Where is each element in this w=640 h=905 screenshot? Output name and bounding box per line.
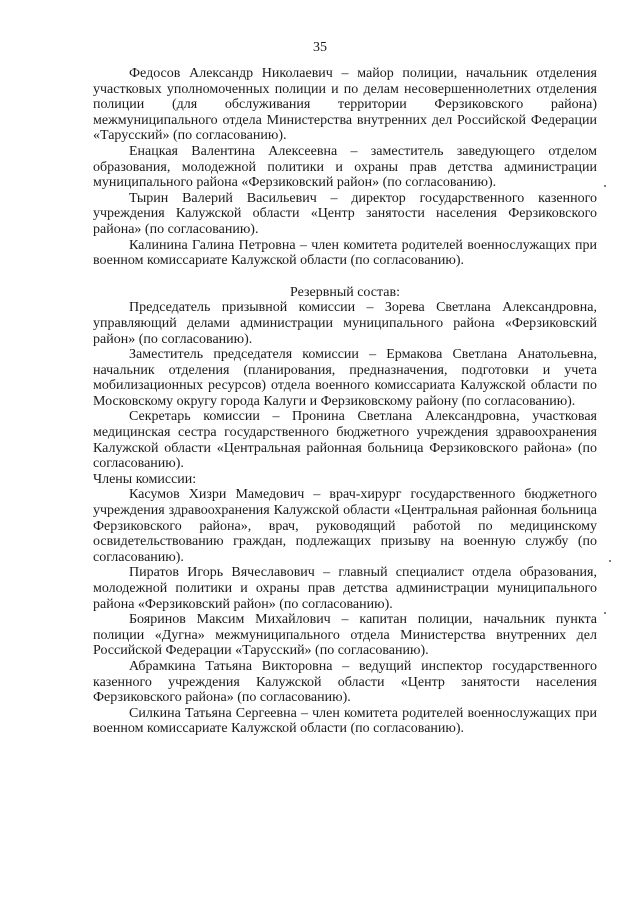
members-heading: Члены комиссии: xyxy=(93,471,197,487)
document-body xyxy=(93,66,597,737)
member-paragraph: Тырин Валерий Васильевич – директор государственного казенного учреждения Калужской области «Центр занятости населения Ферзиковского района» (по согласованию). xyxy=(93,190,597,237)
reserve-member-paragraph: Касумов Хизри Мамедович – врач-хирург государственного бюджетного учреждения здравоохранения Калужской области «Центральная районная больница Ферзиковского района», врач, руководящий работой по медицинскому освидетельствованию граждан, подлежащих призыву на военную службу (по согласованию). xyxy=(93,487,597,565)
section-gap xyxy=(93,269,597,285)
member-paragraph: Калинина Галина Петровна – член комитета родителей военнослужащих при военном комиссариате Калужской области (по согласованию). xyxy=(93,237,597,269)
reserve-member-paragraph: Силкина Татьяна Сергеевна – член комитета родителей военнослужащих при военном комиссариате Калужской области (по согласованию). xyxy=(93,705,597,737)
reserve-heading: Резервный состав: xyxy=(289,284,400,300)
reserve-member-paragraph: Пиратов Игорь Вячеславович – главный специалист отдела образования, молодежной политики и охраны прав детства администрации муниципального района «Ферзиковский район» (по согласованию). xyxy=(93,565,597,612)
scan-speck xyxy=(604,185,606,187)
reserve-member-paragraph: Бояринов Максим Михайлович – капитан полиции, начальник пункта полиции «Дугна» межмуниципального отдела Министерства внутренних дел Российской Федерации «Тарусский» (по согласованию). xyxy=(93,612,597,659)
reserve-member-paragraph: Абрамкина Татьяна Викторовна – ведущий инспектор государственного казенного учреждения Калужской области «Центр занятости населения Ферзиковского района» (по согласованию). xyxy=(93,658,597,706)
page-number: 35 xyxy=(313,40,327,55)
member-paragraph: Енацкая Валентина Алексеевна – заместитель заведующего отделом образования, молодежной политики и охраны прав детства администрации муниципального района «Ферзиковский район» (по согласованию). xyxy=(93,143,597,191)
member-paragraph: Федосов Александр Николаевич – майор полиции, начальник отделения участковых уполномоченных полиции и по делам несовершеннолетних отделения полиции (для обслуживания территории Ферзиковского района) межмуниципального отдела Министерства внутренних дел Российской Федерации «Тарусский» (по согласованию). xyxy=(93,66,597,144)
reserve-secretary-paragraph: Секретарь комиссии – Пронина Светлана Александровна, участковая медицинская сестра государственного бюджетного учреждения здравоохранения Калужской области «Центральная районная больница Ферзиковского района» (по согласованию). xyxy=(93,409,597,472)
scan-speck xyxy=(604,612,606,614)
reserve-chair-paragraph: Председатель призывной комиссии – Зорева Светлана Александровна, управляющий делами администрации муниципального района «Ферзиковский район» (по согласованию). xyxy=(93,300,597,347)
reserve-deputy-paragraph: Заместитель председателя комиссии – Ермакова Светлана Анатольевна, начальник отделения (планирования, предназначения, подготовки и учета мобилизационных ресурсов) отдела военного комиссариата Калужской области по Московскому округу города Калуги и Ферзиковскому району (по согласованию). xyxy=(93,347,597,409)
scan-speck xyxy=(609,560,611,562)
